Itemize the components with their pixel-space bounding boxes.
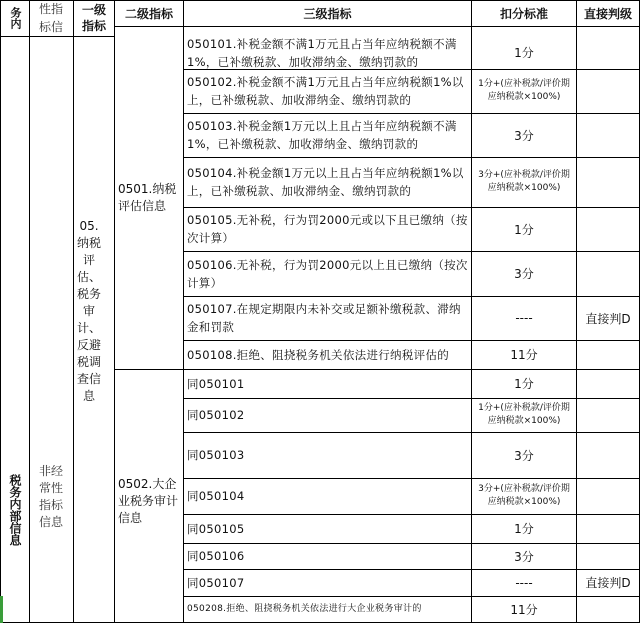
grid-hline <box>183 478 640 479</box>
direct-cell <box>577 514 639 543</box>
grid-vline <box>183 0 184 623</box>
item-cell: 同050101 <box>187 376 245 391</box>
grid-hline <box>114 369 183 370</box>
deduct-cell: 3分+(应补税款/评价期应纳税款×100%) <box>478 484 570 507</box>
item-cell: 050106.无补税，行为罚2000元以上且已缴纳（按次计算） <box>187 257 468 290</box>
grid-vline <box>114 0 115 623</box>
header-col-b: 性指标信 <box>38 2 63 34</box>
item-cell: 同050102 <box>187 408 245 422</box>
deduct-cell: 1分 <box>514 377 534 391</box>
header-col-e: 三级指标 <box>303 6 352 21</box>
grid-hline <box>183 543 640 544</box>
direct-cell <box>577 69 639 113</box>
deduct-cell: 3分 <box>514 267 534 281</box>
deduct-cell: 3分 <box>514 448 534 463</box>
grid-hline <box>183 369 640 370</box>
header-col-f: 扣分标准 <box>499 6 548 21</box>
item-cell: 同050103 <box>187 448 245 462</box>
grid-hline <box>0 36 114 37</box>
deduct-cell: 3分 <box>514 549 534 564</box>
direct-cell <box>577 207 639 251</box>
item-cell: 同050104 <box>187 489 245 503</box>
item-cell: 同050106 <box>187 549 245 563</box>
header-col-g: 直接判级 <box>583 6 632 21</box>
grid-hline <box>183 296 640 297</box>
grid-hline <box>183 398 640 399</box>
deduct-cell: ---- <box>515 311 533 325</box>
category-cell: 税务内部信息 <box>8 473 22 546</box>
deduct-cell: 1分 <box>514 46 534 60</box>
direct-cell <box>577 596 639 623</box>
level2-cell-0501: 0501.纳税评估信息 <box>118 181 177 213</box>
direct-cell: 直接判D <box>585 576 631 590</box>
grid-vline <box>73 0 74 623</box>
direct-cell: 直接判D <box>585 311 631 326</box>
grid-hline <box>183 432 640 433</box>
nature-cell: 非经常性指标信息 <box>38 463 63 529</box>
level1-cell: 05.纳税评估、税务审计、反避税调查信息 <box>76 219 101 403</box>
item-cell: 050107.在规定期限内未补交或足额补缴税款、滞纳金和罚款 <box>187 302 461 334</box>
corner-marker <box>0 596 3 623</box>
item-cell: 050208.拒绝、阻挠税务机关依法进行大企业税务审计的 <box>187 604 422 614</box>
item-cell: 050108.拒绝、阻挠税务机关依法进行纳税评估的 <box>187 347 450 362</box>
direct-cell <box>577 398 639 432</box>
grid-vline <box>0 0 1 623</box>
grid-hline <box>183 340 640 341</box>
direct-cell <box>577 36 639 69</box>
item-cell: 050105.无补税，行为罚2000元或以下且已缴纳（按次计算） <box>187 213 468 245</box>
grid-hline <box>114 26 640 27</box>
item-cell: 同050107 <box>187 575 245 590</box>
direct-cell <box>577 478 639 514</box>
grid-hline <box>183 251 640 252</box>
direct-cell <box>577 157 639 207</box>
grid-hline <box>183 207 640 208</box>
deduct-cell: ---- <box>515 575 533 590</box>
grid-hline <box>0 0 640 1</box>
direct-cell <box>577 113 639 157</box>
grid-hline <box>183 514 640 515</box>
deduct-cell: 1分 <box>514 522 534 536</box>
item-cell: 050102.补税金额不满1万元且占当年应纳税额1%以上，已补缴税款、加收滞纳金、缴纳罚款的 <box>187 75 464 107</box>
header-col-d: 二级指标 <box>124 6 173 21</box>
direct-cell <box>577 432 639 478</box>
deduct-cell: 1分+(应补税款/评价期应纳税款×100%) <box>478 403 570 426</box>
grid-hline <box>183 113 640 114</box>
direct-cell <box>577 251 639 296</box>
grid-hline <box>183 596 640 597</box>
grid-hline <box>183 69 640 70</box>
deduct-cell: 1分+(应补税款/评价期应纳税款×100%) <box>478 79 570 102</box>
direct-cell <box>577 369 639 398</box>
level2-cell-0502: 0502.大企业税务审计信息 <box>118 476 179 525</box>
item-cell: 同050105 <box>187 521 245 536</box>
item-cell: 050104.补税金额1万元以上且占当年应纳税额1%以上，已补缴税款、加收滞纳金、缴纳罚款的 <box>187 166 464 198</box>
direct-cell <box>577 543 639 569</box>
header-col-c: 一级指标 <box>81 3 106 33</box>
item-cell: 050103.补税金额1万元以上且占当年应纳税额不满1%，已补缴税款、加收滞纳金、缴纳罚款的 <box>187 119 457 151</box>
grid-vline <box>29 0 30 623</box>
grid-hline <box>183 569 640 570</box>
grid-hline <box>183 157 640 158</box>
deduct-cell: 1分 <box>514 222 534 237</box>
item-cell: 050101.补税金额不满1万元且占当年应纳税额不满1%，已补缴税款、加收滞纳金、缴纳罚款的 <box>187 36 457 69</box>
deduct-cell: 3分 <box>514 128 534 143</box>
deduct-cell: 11分 <box>510 348 538 362</box>
grid-vline <box>471 0 472 623</box>
direct-cell <box>577 340 639 369</box>
deduct-cell: 11分 <box>510 603 538 617</box>
grid-vline <box>576 0 577 623</box>
header-col-a: 务内 <box>9 7 22 29</box>
deduct-cell: 3分+(应补税款/评价期应纳税款×100%) <box>478 170 570 193</box>
